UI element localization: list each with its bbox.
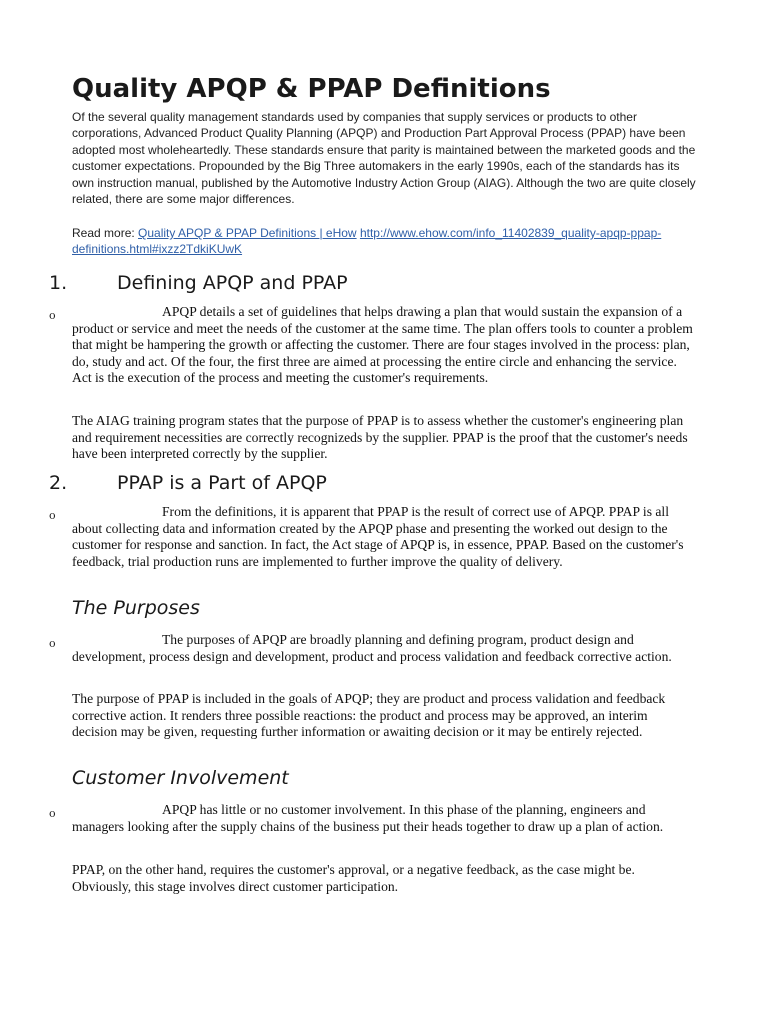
purposes-bullet: o: [49, 637, 56, 650]
page-title: Quality APQP & PPAP Definitions: [72, 74, 551, 104]
ehow-url-link[interactable]: http://www.ehow.com/info_11402839_quality-apqp-ppap-definitions.html#ixzz2TdkiKUwK: [72, 226, 662, 257]
purposes-paragraph-1: The purposes of APQP are broadly planning and defining program, product design and development, process design and development, product and process validation and feedback corrective action.: [72, 632, 672, 664]
intro-paragraph: Of the several quality management standards used by companies that supply services or products to other corporations, Advanced Product Quality Planning (APQP) and Production Part Approval Process (PPAP) have been adopted most wholeheartedly. These standards ensure that parity is maintained between the marketed goods and the customer expectations. Propounded by the Big Three automakers in the early 1990s, each of the standards has its own instruction manual, published by the Automotive Industry Action Group (AIAG). Although the two are quite closely related, there are some major differences.: [72, 110, 696, 207]
section-1-paragraph-1: APQP details a set of guidelines that helps drawing a plan that would sustain the expansion of a product or service and meet the needs of the customer at the same time. The plan offers tools to counter a problem that might be hampering the growth or affecting the customer. There are four stages involved in the process: plan, do, study and act. Of the four, the first three are aimed at processing the entire circle and enhancing the service. Act is the execution of the process and meeting the customer's requirements.: [72, 304, 693, 386]
customer-involvement-bullet: o: [49, 807, 56, 820]
customer-involvement-paragraph-1: APQP has little or no customer involvement. In this phase of the planning, engineers and managers looking after the supply chains of the business put their heads together to draw up a plan of action.: [72, 802, 664, 834]
section-1-bullet: o: [49, 309, 56, 322]
section-1-paragraph-2: The AIAG training program states that the purpose of PPAP is to assess whether the customer's engineering plan and requirement necessities are correctly recognizeds by the supplier. PPAP is the proof that the customer's needs have been interpreted correctly by the supplier.: [72, 413, 688, 462]
purposes-paragraph-2: The purpose of PPAP is included in the goals of APQP; they are product and process validation and feedback corrective action. It renders three possible reactions: the product and process may be approved, an interim decision may be given, requesting further information or awaiting decision or it may be entirely rejected.: [72, 691, 666, 740]
purposes-heading: The Purposes: [72, 597, 200, 619]
section-2-number: 2.: [49, 472, 68, 494]
read-more-line: [72, 225, 697, 258]
section-1-number: 1.: [49, 272, 68, 294]
customer-involvement-paragraph-2: PPAP, on the other hand, requires the customer's approval, or a negative feedback, as the case might be. Obviously, this stage involves direct customer participation.: [72, 862, 635, 894]
section-2-bullet: o: [49, 509, 56, 522]
customer-involvement-heading: Customer Involvement: [72, 767, 289, 789]
section-2-paragraph-1: From the definitions, it is apparent that PPAP is the result of correct use of APQP. PPAP is all about collecting data and information created by the APQP phase and presenting the worked out design to the customer for response and sanction. In fact, the Act stage of APQP is, in essence, PPAP. Based on the customer's feedback, trial production runs are implemented to further improve the quality of delivery.: [72, 504, 684, 569]
section-1-title: Defining APQP and PPAP: [117, 272, 348, 294]
read-more-prefix: Read more:: [72, 226, 139, 240]
ehow-article-link[interactable]: Quality APQP & PPAP Definitions | eHow: [138, 226, 357, 240]
section-2-title: PPAP is a Part of APQP: [117, 472, 327, 494]
